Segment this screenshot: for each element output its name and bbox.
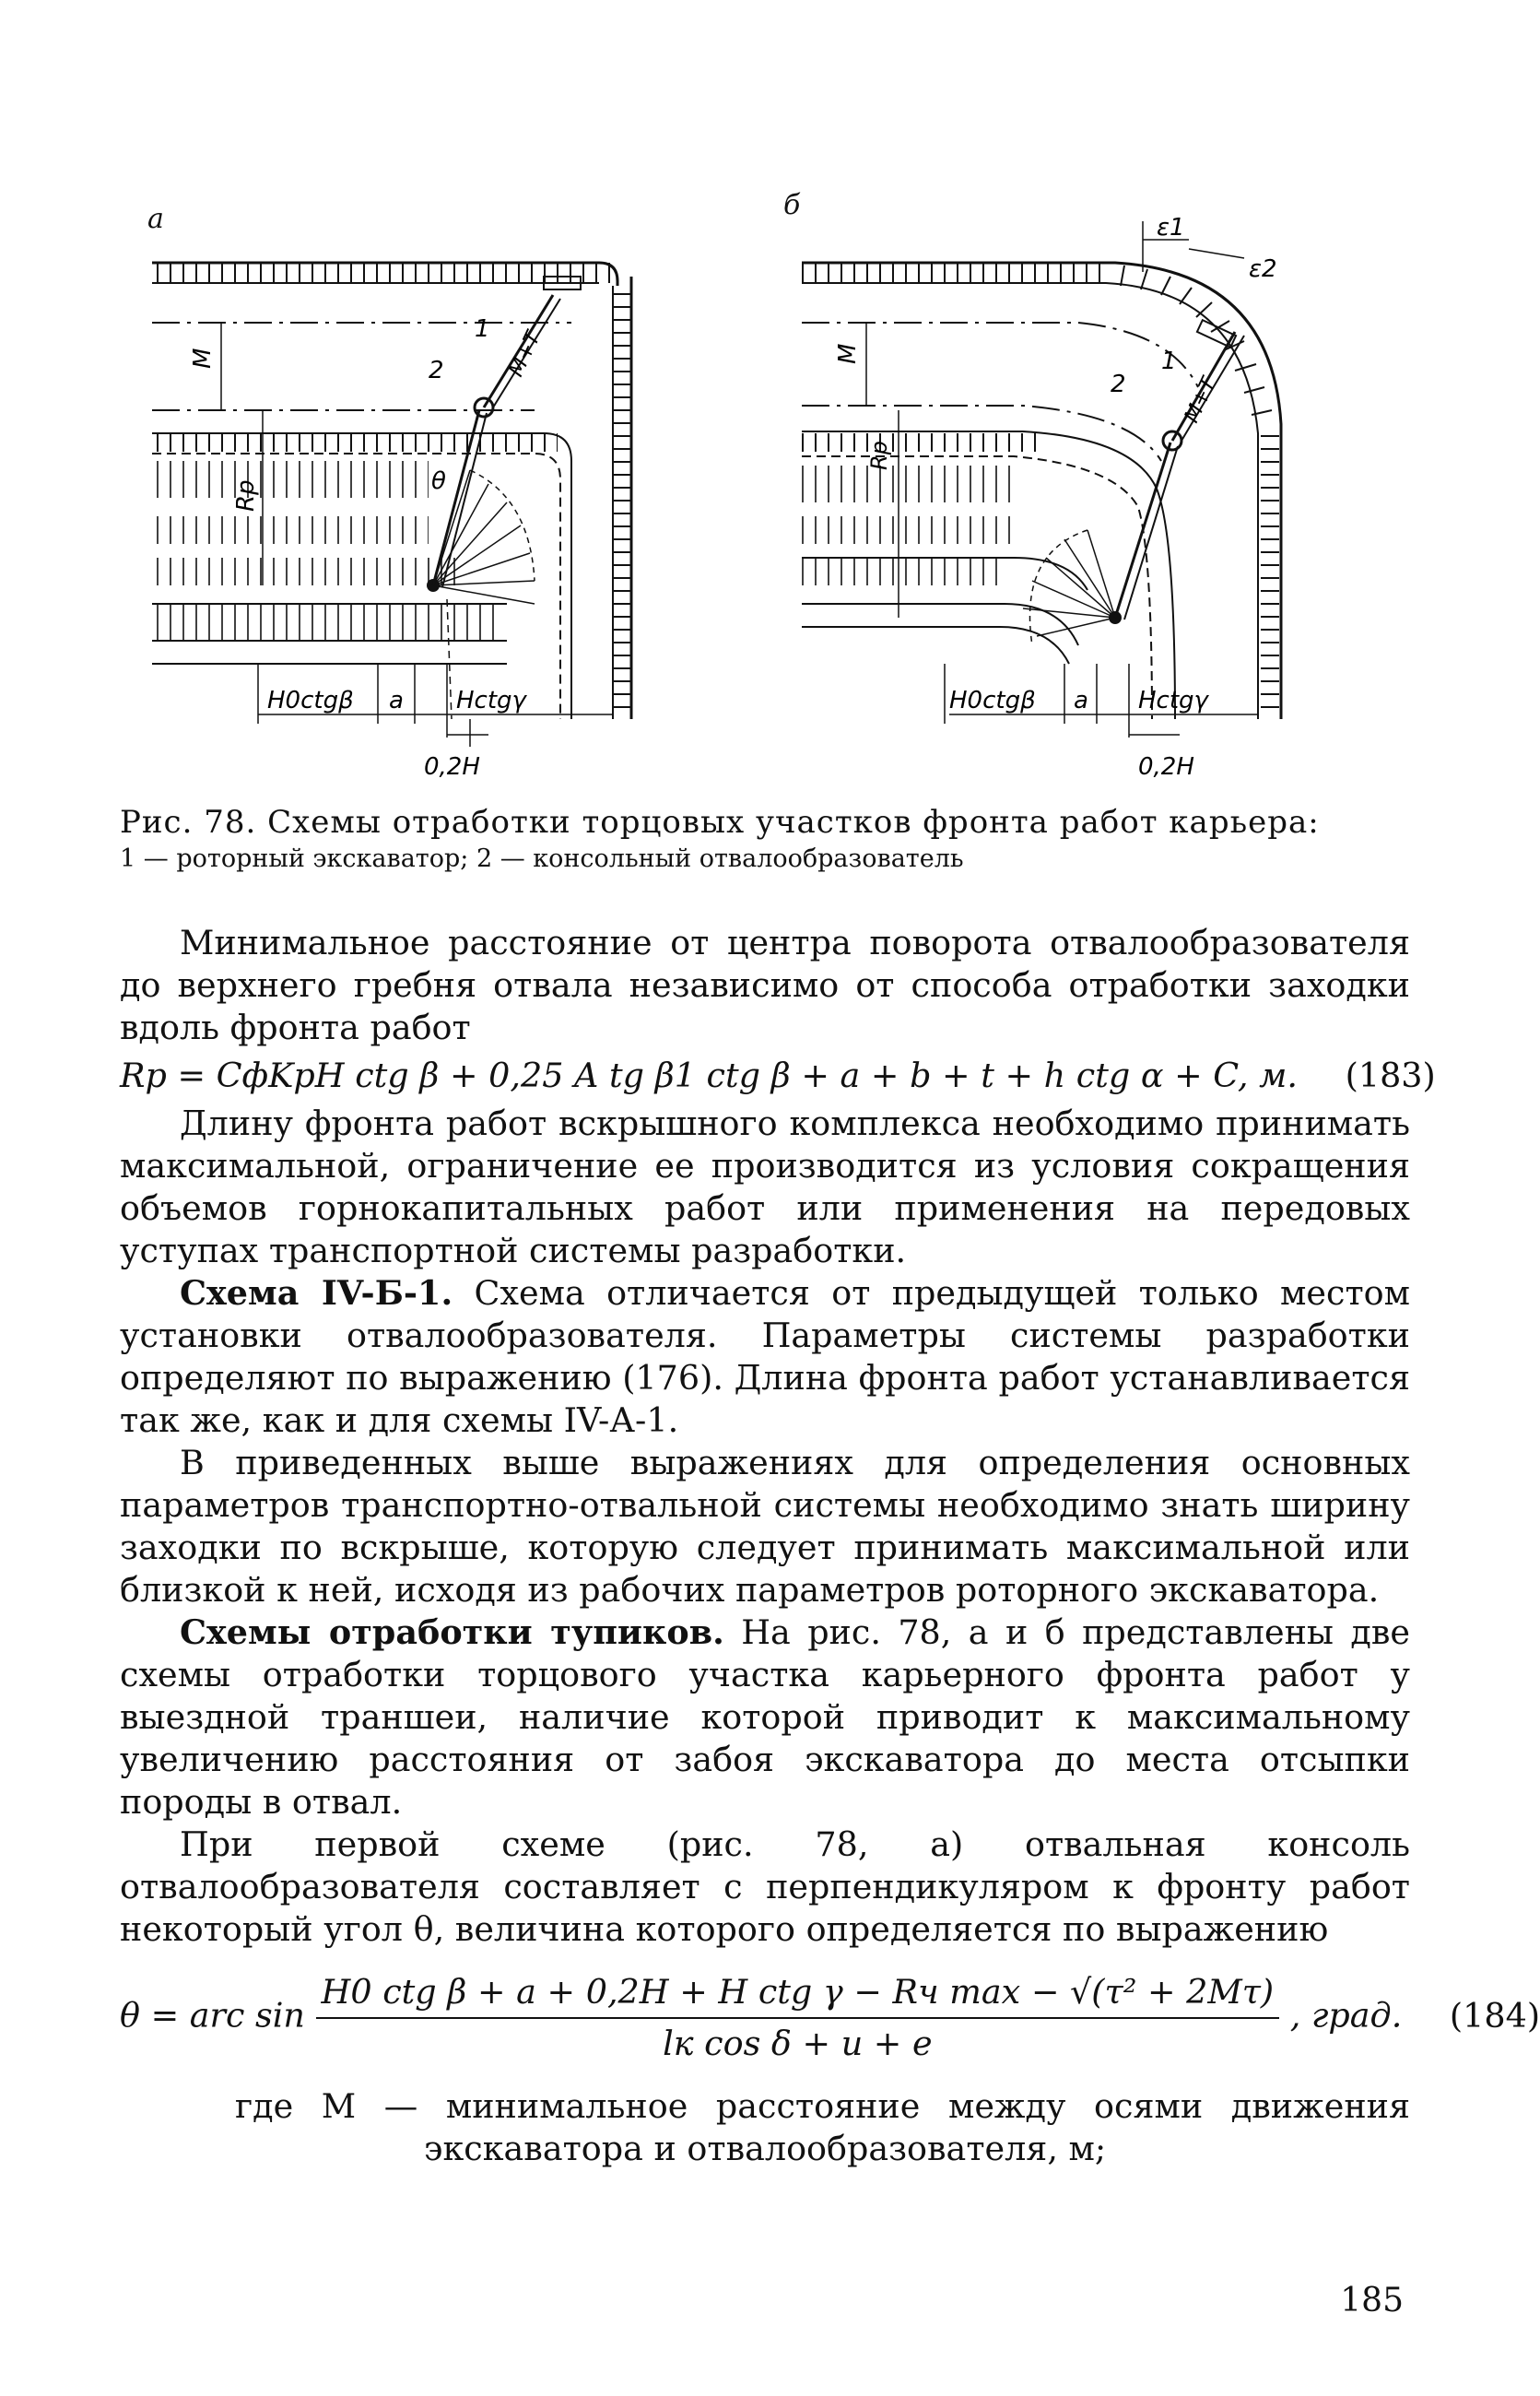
panel-a-label-1: 1: [475, 315, 490, 343]
figure-78: [138, 184, 1428, 784]
panel-b-label-mt: M+T: [1180, 373, 1221, 427]
body-text: [120, 922, 1540, 2170]
formula-184-denominator: lк cos δ + u + e: [663, 2024, 933, 2063]
paragraph-1: Минимальное расстояние от центра поворота отвалообразователя до верхнего гребня отвала независимо от способа отработки заходки вдоль фронта работ: [120, 923, 1410, 1047]
paragraph-2: Длину фронта работ вскрышного комплекса необходимо принимать максимальной, ограничение ее производится из условия сокращения объемов горнокапитальных работ или применения на передовых уступах транспортной системы разработки.: [120, 1104, 1410, 1270]
panel-b-right-wall: [1261, 433, 1279, 719]
panel-b-dim-a: a: [1074, 687, 1088, 714]
paragraph-3-text: Схема отличается от предыдущей только местом установки отвалообразователя. Параметры системы разработки определяют по выражению (176). Длина фронта работ устанавливается так же, как и для схемы IV-А-1.: [120, 1273, 1410, 1440]
paragraph-6: При первой схеме (рис. 78, а) отвальная консоль отвалообразователя составляет с перпендикуляром к фронту работ некоторый угол θ, величина которого определяется по выражению: [120, 1824, 1410, 1949]
figure-caption: [120, 802, 1410, 876]
formula-184: [120, 1971, 1540, 2065]
panel-a-dim-hctg-gamma: Hctgγ: [456, 687, 526, 714]
panel-a-dim-hctg-beta: H0ctgβ: [267, 687, 354, 714]
paragraph-5: [120, 1611, 1410, 1824]
paragraph-5-heading: Схемы отработки тупиков.: [180, 1612, 724, 1652]
panel-b-label-e1: ε1: [1157, 214, 1185, 242]
formula-184-fraction: [316, 1971, 1280, 2065]
panel-b-dim-hctg-gamma: Hctgγ: [1138, 687, 1208, 714]
formula-184-number: (184): [1449, 1995, 1540, 2036]
panel-b-dim-hctg-beta: H0ctgβ: [949, 687, 1036, 714]
panel-b-label-m: M: [834, 343, 862, 364]
formula-184-numerator: H0 ctg β + a + 0,2H + H ctg γ − Rч max − √(τ² + 2Mτ): [316, 1971, 1280, 2019]
page-number: 185: [1340, 2282, 1404, 2319]
paragraph-3-heading: Схема IV-Б-1.: [180, 1273, 453, 1313]
panel-b-label-2: 2: [1111, 371, 1126, 398]
panel-b-label-rp: Rр: [866, 441, 892, 470]
formula-183-expression: Rр = CфKрH ctg β + 0,25 A tg β1 ctg β + a + b + t + h ctg α + C, м.: [120, 1056, 1298, 1095]
paragraph-5-text: На рис. 78, а и б представлены две схемы отработки торцового участка карьерного фронта работ у выездной траншеи, наличие которой приводит к максимальному увеличению расстояния от забоя экскаватора до места отсыпки породы в отвал.: [120, 1612, 1411, 1822]
panel-b-label-1: 1: [1161, 348, 1177, 375]
formula-184-unit: , град.: [1289, 1995, 1403, 2036]
paragraph-4: В приведенных выше выражениях для определения основных параметров транспортно-отвальной системы необходимо знать ширину заходки по вскрыше, которую следует принимать максимальной или близкой к ней, исходя из рабочих параметров роторного экскаватора.: [120, 1443, 1410, 1610]
formula-184-left: θ = arc sin: [120, 1995, 305, 2036]
panel-b-top-bench: [802, 263, 1106, 283]
caption-legend: 1 — роторный экскаватор; 2 — консольный отвалообразователь: [120, 844, 964, 873]
panel-a: [152, 263, 631, 781]
panel-b: [802, 214, 1281, 781]
panel-a-dim-02h: 0,2H: [424, 753, 480, 781]
panel-a-label-2: 2: [429, 357, 444, 384]
caption-title: Рис. 78. Схемы отработки торцовых участков фронта работ карьера:: [120, 804, 1320, 841]
paragraph-where: где M — минимальное расстояние между осями движения экскаватора и отвалообразователя, м;: [235, 2086, 1410, 2168]
panel-b-dim-02h: 0,2H: [1138, 753, 1194, 781]
panel-b-label-e2: ε2: [1249, 255, 1277, 283]
paragraph-3: [120, 1272, 1410, 1442]
figure-drawing: [138, 184, 1428, 784]
panel-a-label-rp: Rр: [232, 479, 260, 512]
panel-a-letter: а: [147, 203, 164, 235]
formula-183: [120, 1055, 1436, 1097]
panel-a-label-mt: M+T: [504, 327, 546, 381]
panel-a-dim-a: a: [389, 687, 404, 714]
panel-a-middle-bench: [152, 433, 558, 452]
formula-183-number: (183): [1345, 1056, 1436, 1095]
panel-a-right-wall: [613, 286, 631, 719]
panel-a-label-theta: θ: [431, 467, 446, 495]
panel-b-excavator-fan: [1023, 530, 1115, 645]
panel-a-label-m: M: [189, 348, 217, 369]
panel-b-letter: б: [783, 189, 801, 221]
